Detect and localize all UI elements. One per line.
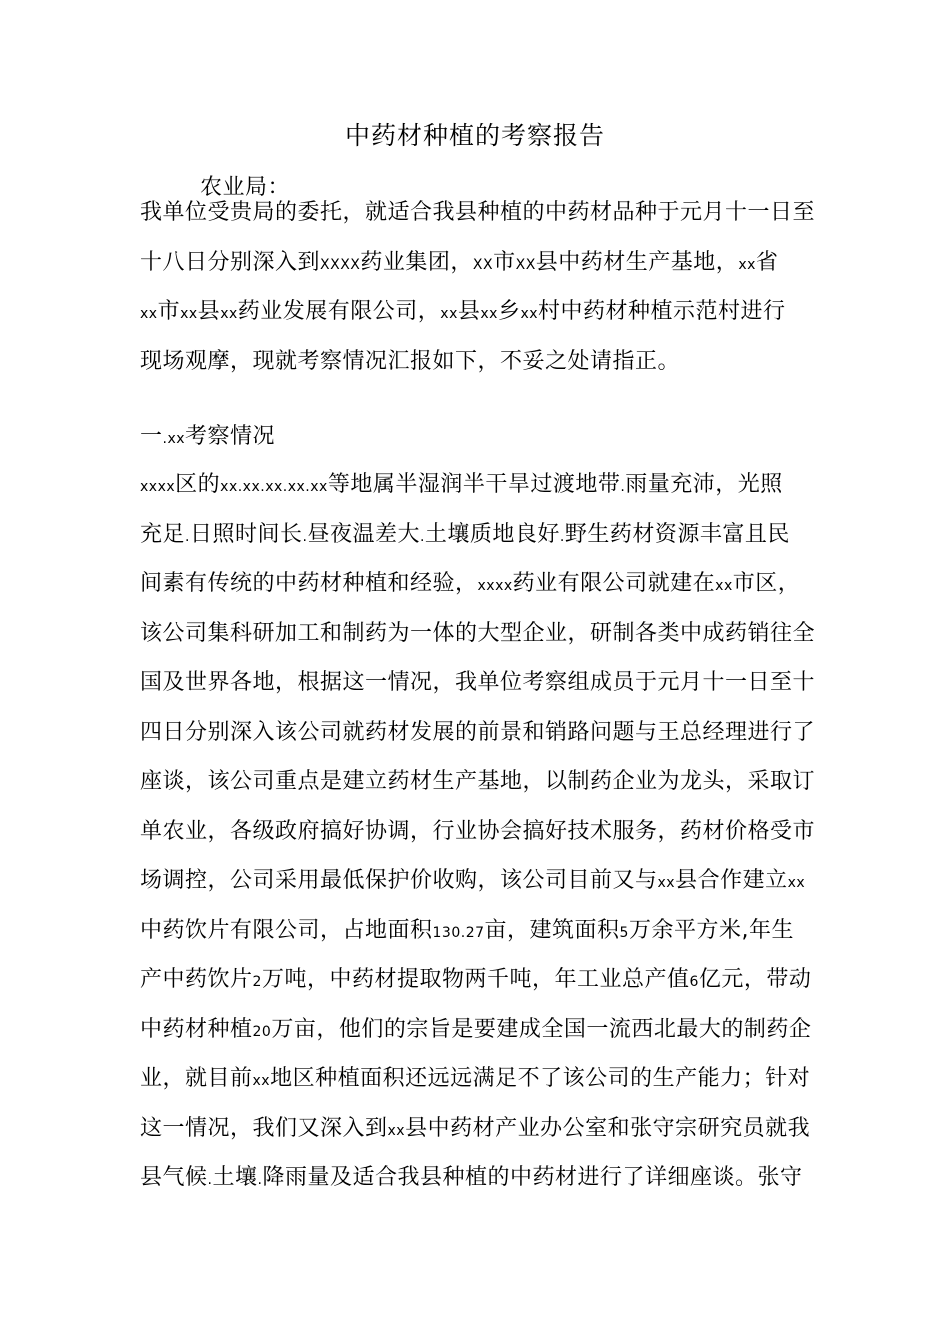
text-line: 四日分别深入该公司就药材发展的前景和销路问题与王总经理进行了 — [140, 719, 816, 745]
text-line: xx市xx县xx药业发展有限公司，xx县xx乡xx村中药材种植示范村进行 — [140, 299, 786, 324]
document-title: 中药材种植的考察报告 — [344, 121, 605, 150]
section-heading-text: 一.xx考察情况 — [140, 424, 276, 449]
text-line: 国及世界各地，根据这一情况，我单位考察组成员于元月十一日至十 — [140, 670, 816, 695]
text-line: 县气候.土壤.降雨量及适合我县种植的中药材进行了详细座谈。张守 — [140, 1165, 803, 1190]
text-line: 间素有传统的中药材种植和经验，xxxx药业有限公司就建在xx市区， — [140, 571, 801, 596]
salutation: 农业局： — [200, 175, 291, 200]
text-line: 我单位受贵局的委托，就适合我县种植的中药材品种于元月十一日至 — [140, 200, 816, 225]
text-line: 这一情况，我们又深入到xx县中药材产业办公室和张守宗研究员就我 — [140, 1115, 811, 1141]
text-line: 中药材种植20万亩，他们的宗旨是要建成全国一流西北最大的制药企 — [140, 1016, 812, 1042]
text-line: 场调控，公司采用最低保护价收购，该公司目前又与xx县合作建立xx — [140, 868, 806, 893]
text-line: 座谈，该公司重点是建立药材生产基地，以制药企业为龙头，采取订 — [140, 769, 816, 794]
section-heading — [140, 412, 830, 462]
text-line: 该公司集科研加工和制药为一体的大型企业，研制各类中成药销往全 — [140, 620, 816, 646]
text-line: 业，就目前xx地区种植面积还远远满足不了该公司的生产能力；针对 — [140, 1066, 811, 1091]
intro-paragraph — [140, 188, 830, 386]
text-line: xxxx区的xx.xx.xx.xx.xx等地属半湿润半干旱过渡地带.雨量充沛，光照 — [140, 472, 783, 497]
text-line: 单农业，各级政府搞好协调，行业协会搞好技术服务，药材价格受市 — [140, 818, 816, 844]
text-line: 中药饮片有限公司，占地面积130.27亩，建筑面积5万余平方米,年生 — [140, 917, 794, 943]
section-paragraph — [140, 460, 830, 1203]
text-line: 充足.日照时间长.昼夜温差大.土壤质地良好.野生药材资源丰富且民 — [140, 521, 790, 547]
text-line: 十八日分别深入到XXXX药业集团，XX市XX县中药材生产基地，xx省 — [140, 249, 779, 275]
text-line: 产中药饮片2万吨，中药材提取物两千吨，年工业总产值6亿元，带动 — [140, 967, 812, 992]
text-line: 现场观摩，现就考察情况汇报如下，不妥之处请指正。 — [140, 348, 681, 374]
